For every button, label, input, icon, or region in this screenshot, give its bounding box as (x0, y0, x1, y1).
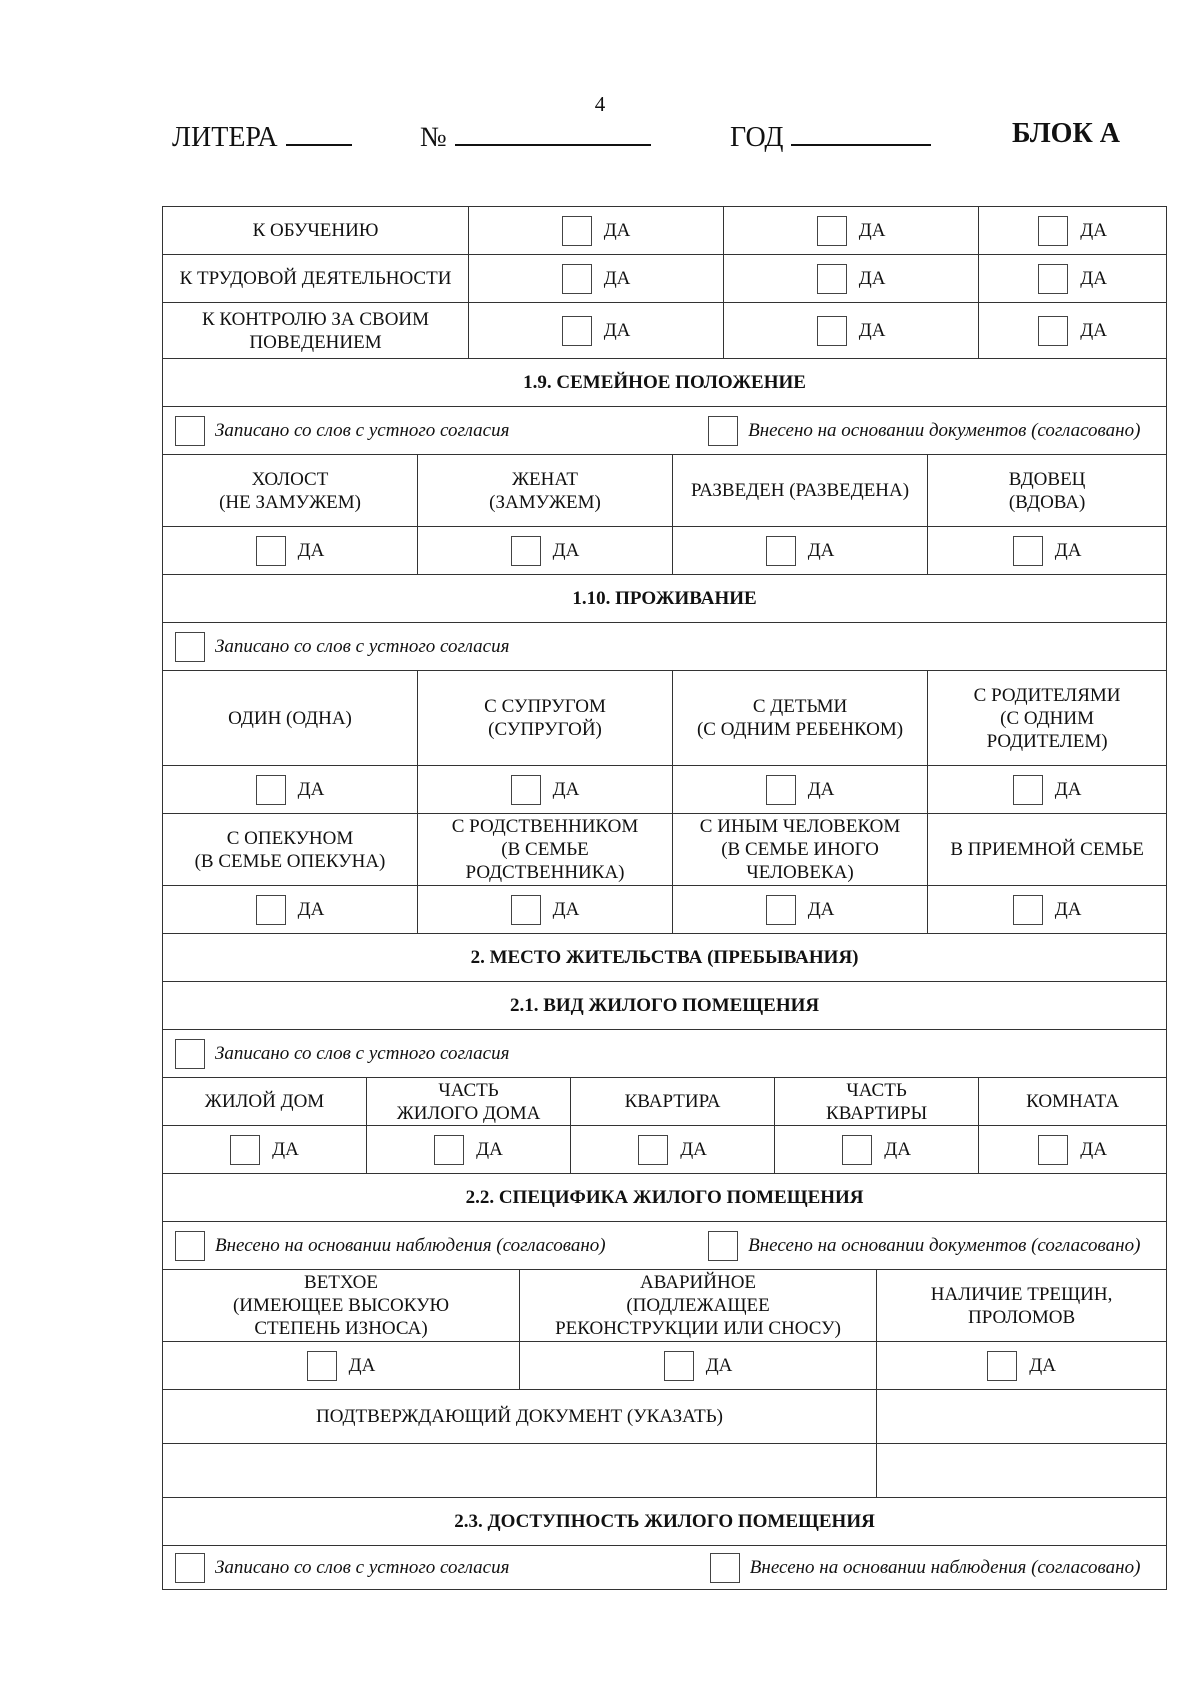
yes-label: ДА (1080, 268, 1107, 289)
checkbox[interactable] (175, 632, 205, 662)
source-note-left (175, 1553, 658, 1583)
option-label: ЧАСТЬ ЖИЛОГО ДОМА (367, 1078, 571, 1126)
document-value-field[interactable] (877, 1390, 1167, 1444)
checkbox[interactable] (708, 416, 738, 446)
checkbox[interactable] (562, 216, 592, 246)
note-text: Внесено на основании наблюдения (согласовано) (215, 1235, 606, 1256)
yes-label: ДА (552, 899, 580, 920)
ability-row-behavior (163, 303, 1167, 359)
source-note-row (163, 1546, 1167, 1590)
litera-label: ЛИТЕРА (172, 122, 278, 153)
litera-input[interactable] (286, 118, 352, 146)
checkbox[interactable] (638, 1135, 668, 1165)
checkbox[interactable] (256, 775, 286, 805)
checkbox[interactable] (175, 1553, 205, 1583)
source-note-row (163, 623, 1167, 671)
checkbox[interactable] (664, 1351, 694, 1381)
living-checkbox-row-2 (163, 886, 1167, 934)
ability-cell (469, 303, 724, 359)
option-label: НАЛИЧИЕ ТРЕЩИН, ПРОЛОМОВ (877, 1270, 1167, 1342)
yes-label: ДА (858, 220, 886, 241)
ability-label: К КОНТРОЛЮ ЗА СВОИМ ПОВЕДЕНИЕМ (163, 303, 469, 359)
checkbox[interactable] (987, 1351, 1017, 1381)
note-text: Внесено на основании документов (согласовано) (748, 420, 1141, 441)
option-label: ЧАСТЬ КВАРТИРЫ (775, 1078, 979, 1126)
option-label: В ПРИЕМНОЙ СЕМЬЕ (928, 814, 1167, 886)
ability-cell (724, 207, 979, 255)
document-label: ПОДТВЕРЖДАЮЩИЙ ДОКУМЕНТ (УКАЗАТЬ) (163, 1390, 877, 1444)
ability-cell (469, 255, 724, 303)
living-options-row-1 (163, 671, 1167, 766)
yes-label: ДА (680, 1139, 707, 1160)
questionnaire-table (162, 206, 1167, 1590)
source-note-right (658, 1553, 1141, 1583)
checkbox[interactable] (175, 1039, 205, 1069)
yes-label: ДА (297, 899, 325, 920)
checkbox[interactable] (256, 536, 286, 566)
option-label: КВАРТИРА (571, 1078, 775, 1126)
yes-label: ДА (1029, 1355, 1056, 1376)
yes-label: ДА (272, 1139, 299, 1160)
litera-field (172, 118, 352, 154)
note-text: Внесено на основании наблюдения (согласовано) (749, 1557, 1141, 1578)
note-text: Записано со слов с устного согласия (215, 420, 510, 441)
checkbox[interactable] (307, 1351, 337, 1381)
option-label: ЖЕНАТ (ЗАМУЖЕМ) (418, 455, 673, 527)
note-text: Записано со слов с устного согласия (215, 1557, 510, 1578)
marital-checkbox-row (163, 527, 1167, 575)
document-blank-field[interactable] (877, 1444, 1167, 1498)
checkbox[interactable] (817, 216, 847, 246)
yes-label: ДА (1080, 220, 1107, 241)
yes-label: ДА (884, 1139, 911, 1160)
checkbox[interactable] (817, 316, 847, 346)
checkbox[interactable] (842, 1135, 872, 1165)
number-input[interactable] (455, 118, 651, 146)
yes-label: ДА (552, 540, 580, 561)
yes-label: ДА (1080, 320, 1107, 341)
checkbox[interactable] (766, 775, 796, 805)
ability-cell (469, 207, 724, 255)
housing-type-row (163, 1078, 1167, 1126)
yes-label: ДА (297, 540, 325, 561)
option-label: ВЕТХОЕ (ИМЕЮЩЕЕ ВЫСОКУЮ СТЕПЕНЬ ИЗНОСА) (163, 1270, 520, 1342)
block-label: БЛОК А (1012, 118, 1120, 149)
ability-row-work (163, 255, 1167, 303)
ability-cell (979, 303, 1167, 359)
document-blank-row (163, 1444, 1167, 1498)
checkbox[interactable] (1038, 1135, 1068, 1165)
checkbox[interactable] (708, 1231, 738, 1261)
option-label: С ОПЕКУНОМ (В СЕМЬЕ ОПЕКУНА) (163, 814, 418, 886)
yes-label: ДА (476, 1139, 503, 1160)
note-text: Записано со слов с устного согласия (215, 1043, 510, 1064)
checkbox[interactable] (1038, 216, 1068, 246)
marital-options-row (163, 455, 1167, 527)
number-label: № (420, 122, 447, 153)
option-label: ЖИЛОЙ ДОМ (163, 1078, 367, 1126)
option-label: С ИНЫМ ЧЕЛОВЕКОМ (В СЕМЬЕ ИНОГО ЧЕЛОВЕКА) (673, 814, 928, 886)
section-title-1-9: 1.9. СЕМЕЙНОЕ ПОЛОЖЕНИЕ (163, 359, 1167, 407)
yes-label: ДА (807, 779, 835, 800)
checkbox[interactable] (766, 536, 796, 566)
yes-label: ДА (603, 220, 631, 241)
checkbox[interactable] (175, 416, 205, 446)
yes-label: ДА (1054, 899, 1082, 920)
option-label: КОМНАТА (979, 1078, 1167, 1126)
year-field (730, 118, 931, 154)
yes-label: ДА (348, 1355, 376, 1376)
source-note-row (163, 407, 1167, 455)
yes-label: ДА (705, 1355, 733, 1376)
source-note-row (163, 1222, 1167, 1270)
checkbox[interactable] (1013, 775, 1043, 805)
checkbox[interactable] (175, 1231, 205, 1261)
checkbox[interactable] (562, 316, 592, 346)
section-title-1-10: 1.10. ПРОЖИВАНИЕ (163, 575, 1167, 623)
ability-label: К ОБУЧЕНИЮ (163, 207, 469, 255)
living-options-row-2 (163, 814, 1167, 886)
housing-type-checkbox-row (163, 1126, 1167, 1174)
option-label: С ДЕТЬМИ (С ОДНИМ РЕБЕНКОМ) (673, 671, 928, 766)
ability-cell (979, 255, 1167, 303)
number-field (420, 118, 651, 154)
section-title-2-1: 2.1. ВИД ЖИЛОГО ПОМЕЩЕНИЯ (163, 982, 1167, 1030)
checkbox[interactable] (1038, 264, 1068, 294)
option-label: ОДИН (ОДНА) (163, 671, 418, 766)
source-note-right (658, 416, 1141, 446)
source-note-left (175, 416, 658, 446)
option-label: ХОЛОСТ (НЕ ЗАМУЖЕМ) (163, 455, 418, 527)
checkbox[interactable] (1013, 895, 1043, 925)
checkbox[interactable] (256, 895, 286, 925)
option-label: ВДОВЕЦ (ВДОВА) (928, 455, 1167, 527)
section-title-2: 2. МЕСТО ЖИТЕЛЬСТВА (ПРЕБЫВАНИЯ) (163, 934, 1167, 982)
year-label: ГОД (730, 122, 784, 153)
yes-label: ДА (603, 268, 631, 289)
ability-cell (979, 207, 1167, 255)
checkbox[interactable] (710, 1553, 740, 1583)
source-note-row (163, 1030, 1167, 1078)
housing-condition-row (163, 1270, 1167, 1342)
checkbox[interactable] (511, 536, 541, 566)
ability-row-learning (163, 207, 1167, 255)
checkbox[interactable] (434, 1135, 464, 1165)
yes-label: ДА (1054, 540, 1082, 561)
checkbox[interactable] (1013, 536, 1043, 566)
option-label: С РОДСТВЕННИКОМ (В СЕМЬЕ РОДСТВЕННИКА) (418, 814, 673, 886)
ability-label: К ТРУДОВОЙ ДЕЯТЕЛЬНОСТИ (163, 255, 469, 303)
option-label: РАЗВЕДЕН (РАЗВЕДЕНА) (673, 455, 928, 527)
checkbox[interactable] (230, 1135, 260, 1165)
document-blank-field[interactable] (163, 1444, 877, 1498)
ability-cell (724, 303, 979, 359)
checkbox[interactable] (817, 264, 847, 294)
living-checkbox-row-1 (163, 766, 1167, 814)
yes-label: ДА (297, 779, 325, 800)
option-label: С РОДИТЕЛЯМИ (С ОДНИМ РОДИТЕЛЕМ) (928, 671, 1167, 766)
checkbox[interactable] (511, 895, 541, 925)
yes-label: ДА (552, 779, 580, 800)
section-title-2-2: 2.2. СПЕЦИФИКА ЖИЛОГО ПОМЕЩЕНИЯ (163, 1174, 1167, 1222)
section-title-2-3: 2.3. ДОСТУПНОСТЬ ЖИЛОГО ПОМЕЩЕНИЯ (163, 1498, 1167, 1546)
checkbox[interactable] (766, 895, 796, 925)
year-input[interactable] (791, 118, 931, 146)
yes-label: ДА (858, 320, 886, 341)
source-note-left (175, 1231, 658, 1261)
housing-condition-checkbox-row (163, 1342, 1167, 1390)
source-note-right (658, 1231, 1141, 1261)
document-row (163, 1390, 1167, 1444)
yes-label: ДА (807, 540, 835, 561)
page-number: 4 (594, 92, 606, 116)
yes-label: ДА (1080, 1139, 1107, 1160)
note-text: Записано со слов с устного согласия (215, 636, 510, 657)
checkbox[interactable] (562, 264, 592, 294)
checkbox[interactable] (511, 775, 541, 805)
yes-label: ДА (807, 899, 835, 920)
checkbox[interactable] (1038, 316, 1068, 346)
option-label: АВАРИЙНОЕ (ПОДЛЕЖАЩЕЕ РЕКОНСТРУКЦИИ ИЛИ СНОСУ) (520, 1270, 877, 1342)
yes-label: ДА (1054, 779, 1082, 800)
ability-cell (724, 255, 979, 303)
yes-label: ДА (603, 320, 631, 341)
note-text: Внесено на основании документов (согласовано) (748, 1235, 1141, 1256)
yes-label: ДА (858, 268, 886, 289)
option-label: С СУПРУГОМ (СУПРУГОЙ) (418, 671, 673, 766)
